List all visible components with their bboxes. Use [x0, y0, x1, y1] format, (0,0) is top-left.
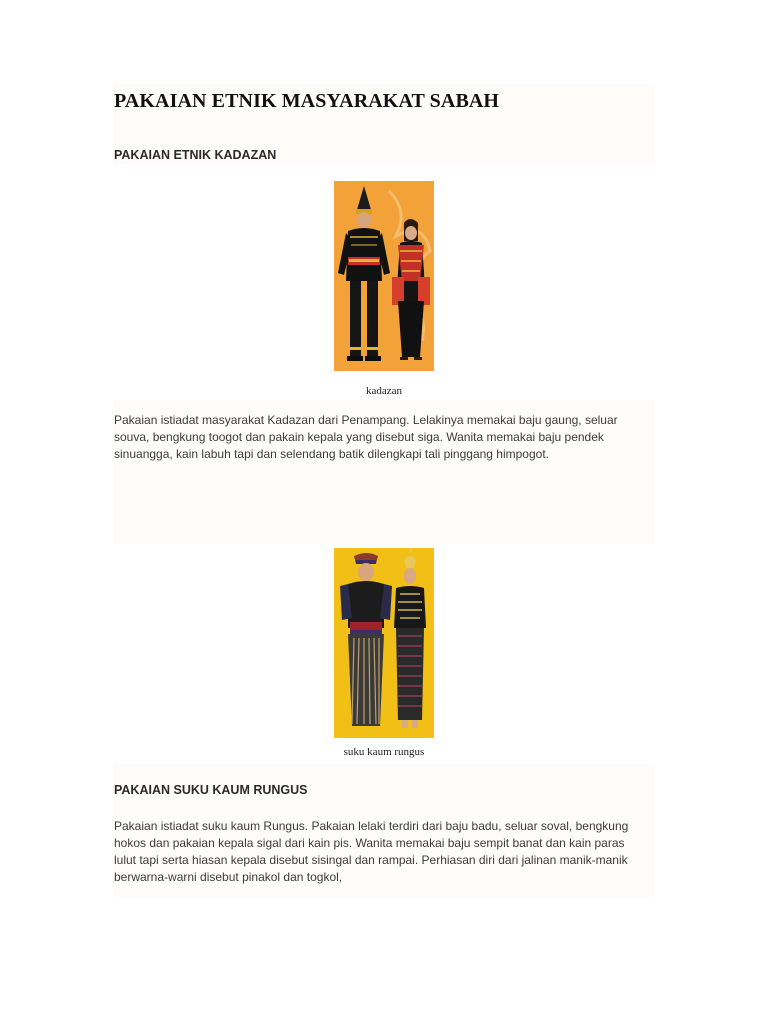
kadazan-couple-illustration: [334, 181, 434, 371]
kadazan-image-caption: kadazan: [365, 385, 403, 397]
rungus-description-line: hokos dan pakaian kepala sigal dari kain pis. Wanita memakai baju sempit banat dan kain paras: [114, 836, 625, 850]
rungus-description-line: Pakaian istiadat suku kaum Rungus. Pakaian lelaki terdiri dari baju badu, seluar soval, bengkung: [114, 819, 629, 833]
rungus-description-line: lulut tapi serta hiasan kepala disebut sisingal dan rampai. Perhiasan diri dari jalinan manik-manik: [114, 853, 628, 867]
kadazan-description-line: souva, bengkung toogot dan pakain kepala yang disebut siga. Wanita memakai baju pendek: [114, 430, 604, 444]
rungus-heading: PAKAIAN SUKU KAUM RUNGUS: [114, 783, 308, 797]
rungus-costume-photo: [334, 548, 434, 738]
page-title: PAKAIAN ETNIK MASYARAKAT SABAH: [114, 90, 500, 112]
rungus-description-line: berwarna-warni disebut pinakol dan togkol,: [114, 870, 343, 884]
kadazan-description: [114, 412, 654, 463]
kadazan-costume-photo: [334, 181, 434, 371]
rungus-image-caption: suku kaum rungus: [343, 746, 425, 758]
kadazan-heading: PAKAIAN ETNIK KADAZAN: [114, 148, 277, 162]
kadazan-description-line: sinuangga, kain labuh tapi dan selendang batik dilengkapi tali pinggang himpogot.: [114, 447, 549, 461]
kadazan-description-line: Pakaian istiadat masyarakat Kadazan dari Penampang. Lelakinya memakai baju gaung, seluar: [114, 413, 618, 427]
rungus-couple-illustration: [334, 548, 434, 738]
rungus-description: [114, 818, 654, 886]
